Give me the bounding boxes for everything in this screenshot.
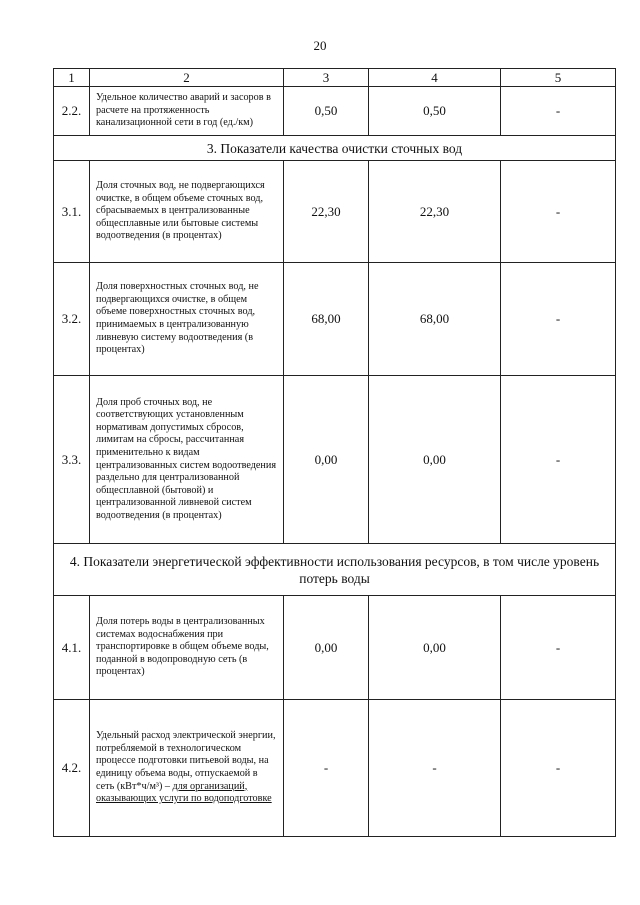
value-col3: 68,00: [284, 263, 369, 376]
indicators-table: [53, 68, 616, 837]
row-description: Доля поверхностных сточных вод, не подвергающихся очистке, в общем объеме поверхностных сточных вод, принимаемых в централизованную ливневую систему водоотведения (в процентах): [90, 263, 284, 376]
table-row: [54, 87, 616, 136]
value-col5: -: [501, 700, 616, 837]
value-col4: 22,30: [369, 161, 501, 263]
header-cell: 4: [369, 69, 501, 87]
value-col4: 0,00: [369, 596, 501, 700]
header-cell: 2: [90, 69, 284, 87]
value-col3: -: [284, 700, 369, 837]
table-row: [54, 161, 616, 263]
value-col4: 0,00: [369, 376, 501, 544]
value-col3: 0,00: [284, 376, 369, 544]
table-row: [54, 596, 616, 700]
value-col3: 0,50: [284, 87, 369, 136]
description-text: Удельный расход электрической энергии, потребляемой в технологическом процессе подготовки питьевой воды, на единицу объема воды, отпускаемой в сеть (кВт*ч/м³) –: [96, 730, 276, 792]
value-col4: 68,00: [369, 263, 501, 376]
header-cell: 5: [501, 69, 616, 87]
value-col5: -: [501, 87, 616, 136]
header-cell: 3: [284, 69, 369, 87]
row-description: Доля потерь воды в централизованных системах водоснабжения при транспортировке в общем объеме воды, поданной в водопроводную сеть (в процентах): [90, 596, 284, 700]
row-description: [90, 700, 284, 837]
row-number: 4.1.: [54, 596, 90, 700]
row-number: 3.2.: [54, 263, 90, 376]
table-row: [54, 700, 616, 837]
row-number: 4.2.: [54, 700, 90, 837]
row-description: Доля сточных вод, не подвергающихся очистке, в общем объеме сточных вод, сбрасываемых в централизованные общесплавные или бытовые системы водоотведения (в процентах): [90, 161, 284, 263]
value-col4: 0,50: [369, 87, 501, 136]
table-row: [54, 376, 616, 544]
row-description: Доля проб сточных вод, не соответствующих установленным нормативам допустимых сбросов, лимитам на сбросы, рассчитанная применительно к видам централизованных систем водоотведения раздельно для централизованной общесплавной (бытовой) и централизованной ливневой систем водоотведения (в процентах): [90, 376, 284, 544]
row-number: 3.3.: [54, 376, 90, 544]
section-title: 4. Показатели энергетической эффективности использования ресурсов, в том числе уровень потерь воды: [54, 544, 616, 596]
section-row: [54, 136, 616, 161]
value-col3: 22,30: [284, 161, 369, 263]
row-number: 2.2.: [54, 87, 90, 136]
value-col5: -: [501, 263, 616, 376]
underlined-note: для организаций, оказывающих услуги по водоподготовке: [96, 780, 272, 805]
value-col4: -: [369, 700, 501, 837]
section-title: 3. Показатели качества очистки сточных вод: [54, 136, 616, 161]
section-row: [54, 544, 616, 596]
value-col5: -: [501, 376, 616, 544]
row-number: 3.1.: [54, 161, 90, 263]
header-cell: 1: [54, 69, 90, 87]
value-col3: 0,00: [284, 596, 369, 700]
header-row: [54, 69, 616, 87]
row-description: Удельное количество аварий и засоров в расчете на протяженность канализационной сети в год (ед./км): [90, 87, 284, 136]
page-number: 20: [313, 38, 327, 53]
table-row: [54, 263, 616, 376]
value-col5: -: [501, 596, 616, 700]
value-col5: -: [501, 161, 616, 263]
